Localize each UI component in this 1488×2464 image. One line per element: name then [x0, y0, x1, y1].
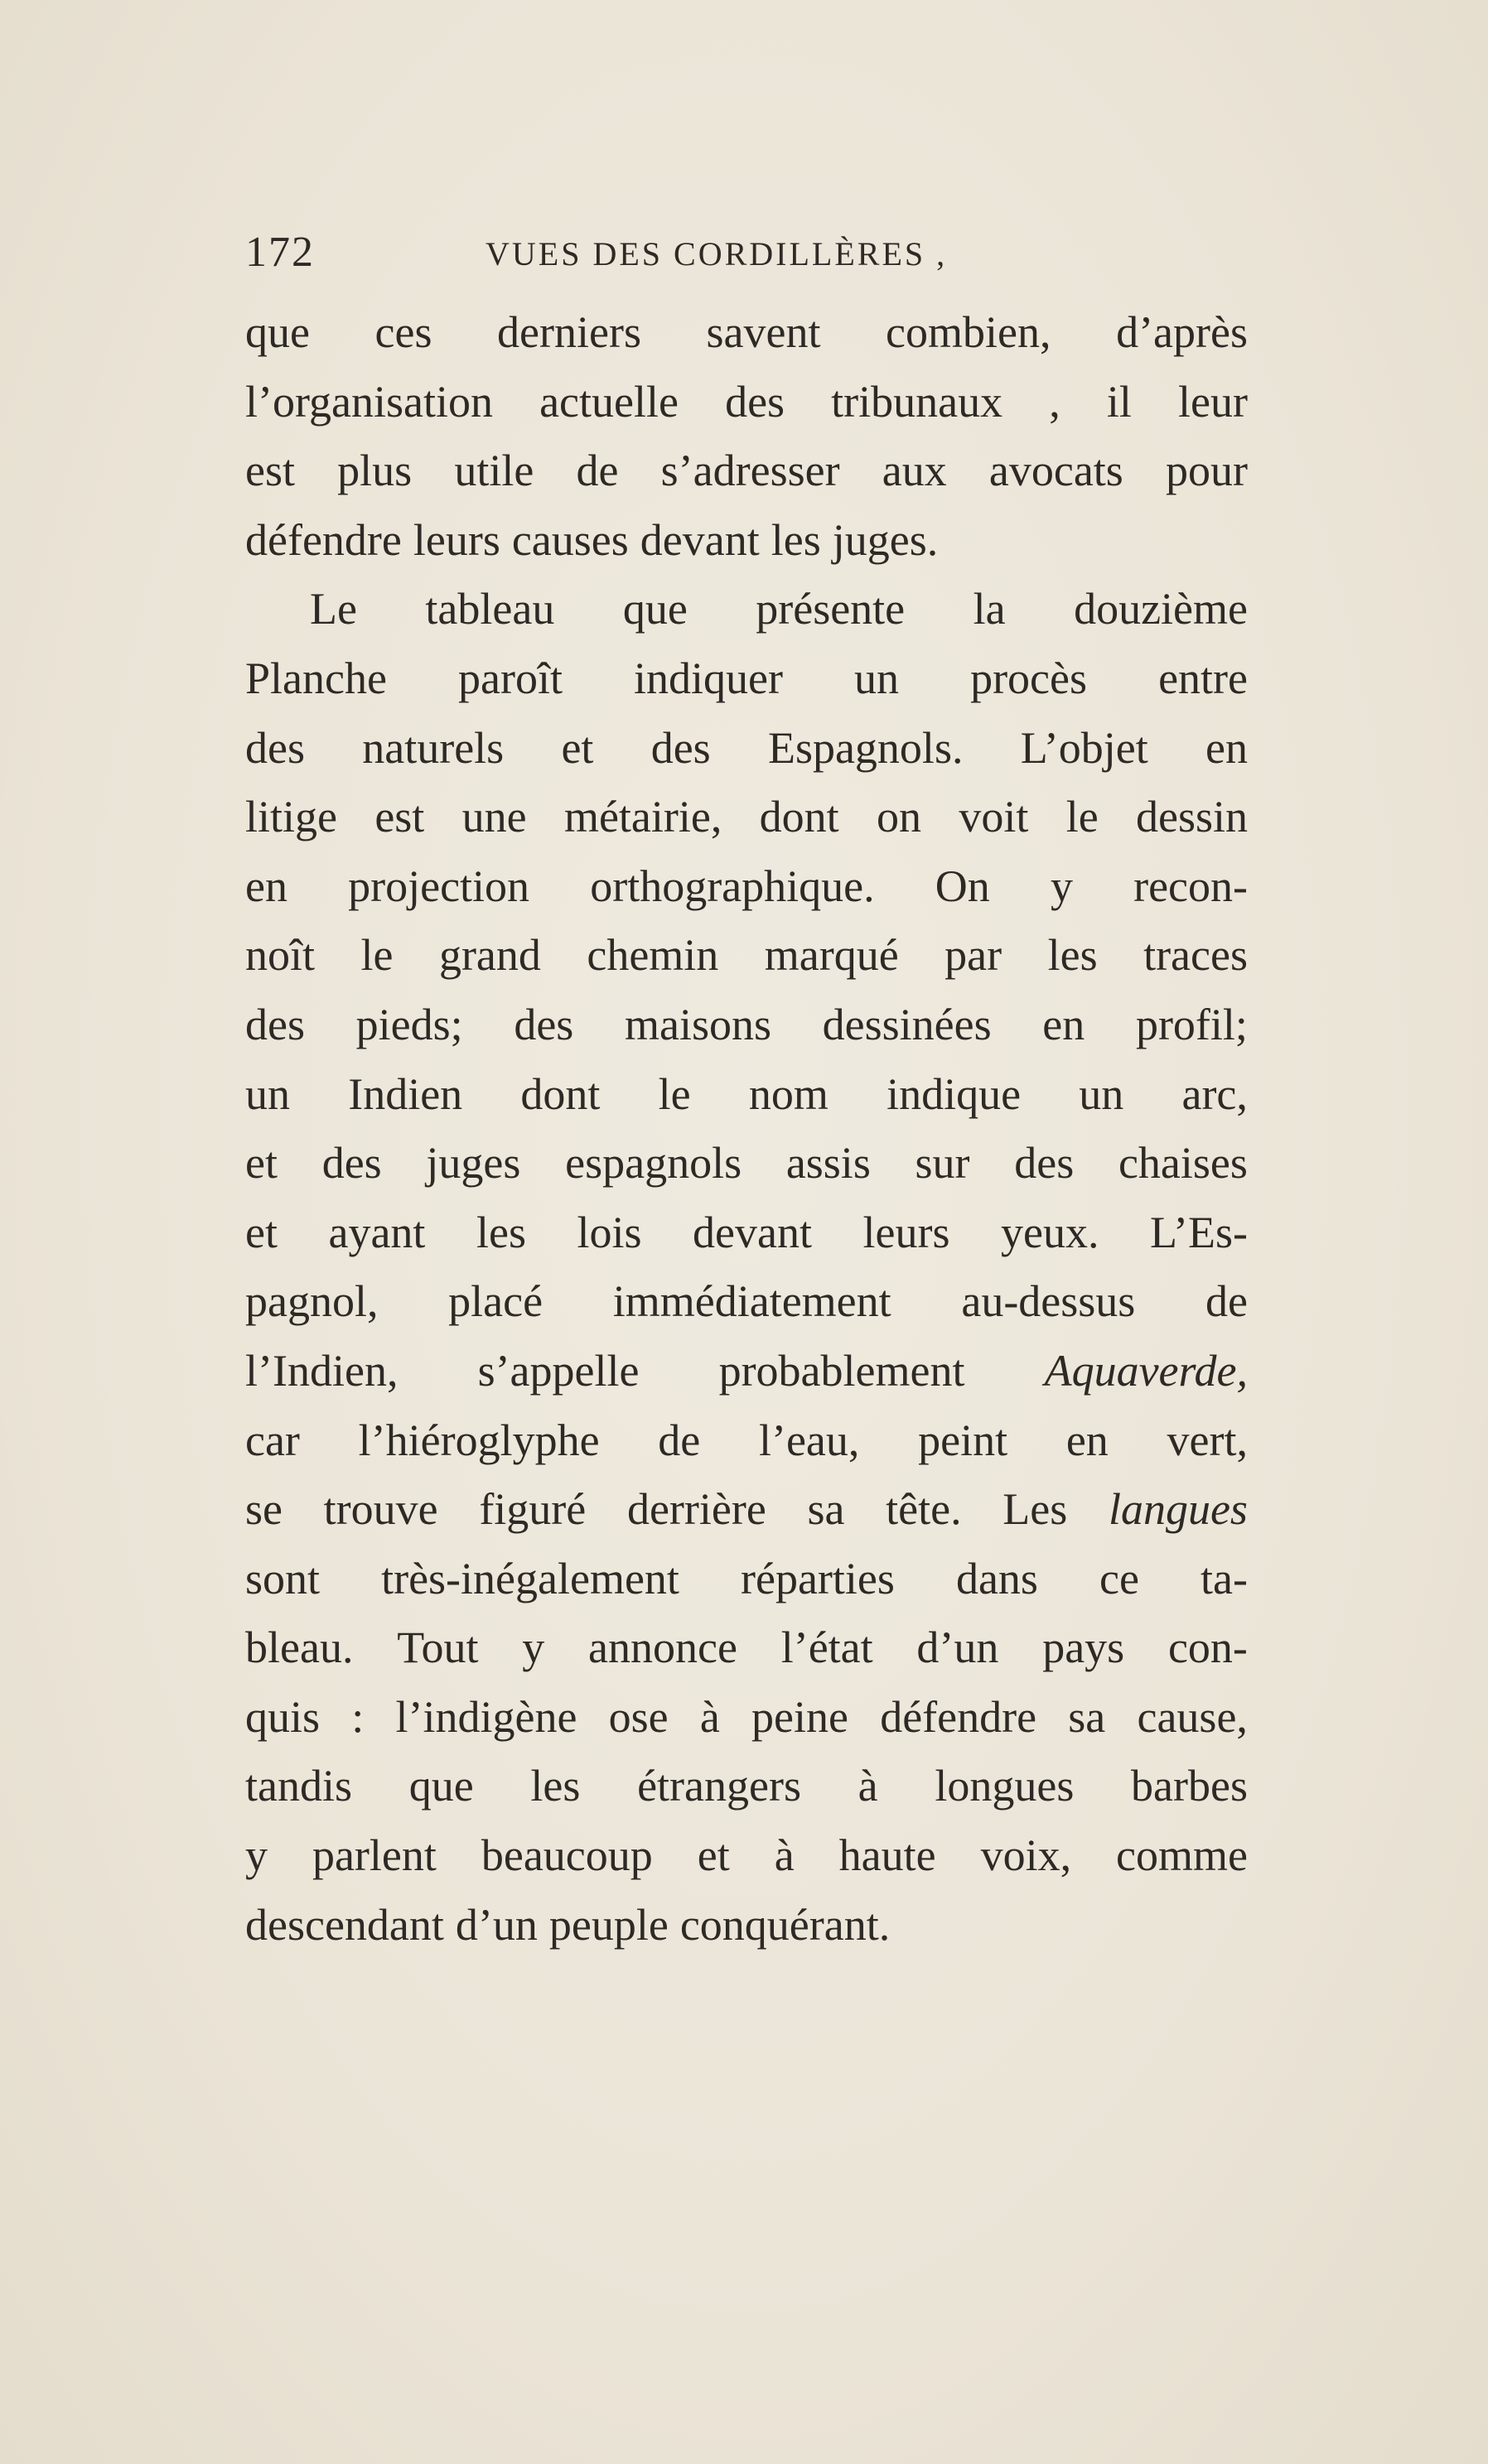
word: ayant: [328, 1207, 426, 1257]
text-line: [245, 1198, 1248, 1268]
word: défendre: [880, 1691, 1037, 1742]
word: conquérant.: [679, 1899, 891, 1950]
word: un: [1079, 1068, 1124, 1119]
word: naturels: [362, 722, 505, 773]
word: voix,: [980, 1830, 1072, 1881]
word: y: [245, 1830, 268, 1881]
word: placé: [448, 1276, 544, 1327]
word: Tout: [397, 1623, 479, 1673]
body-text: [245, 298, 1248, 1960]
text-line: [245, 1545, 1248, 1614]
text-line: [245, 1683, 1248, 1753]
word: s’adresser: [660, 446, 840, 496]
word: ce: [1099, 1553, 1139, 1603]
text-line: [245, 436, 1248, 506]
word: par: [944, 930, 1002, 981]
word: les: [771, 514, 821, 565]
word: ces: [374, 307, 432, 357]
text-line: [245, 644, 1248, 714]
word: utile: [454, 446, 534, 496]
running-head: VUES DES CORDILLÈRES ,: [486, 235, 948, 272]
page-number: 172: [245, 229, 315, 276]
word: en: [245, 861, 287, 911]
text-line: [245, 1613, 1248, 1683]
word: juges.: [832, 514, 939, 565]
word: est: [374, 792, 425, 842]
word: tandis: [245, 1761, 352, 1811]
word: comme: [1116, 1830, 1248, 1881]
word: marqué: [764, 930, 899, 981]
word: en: [1065, 1415, 1109, 1465]
word: ose: [608, 1691, 669, 1742]
word: avocats: [988, 446, 1123, 496]
word: l’hiéroglyphe: [358, 1415, 600, 1465]
word: plus: [337, 446, 413, 496]
text-line: [245, 1821, 1248, 1891]
word: peint: [918, 1415, 1008, 1465]
word: chaises: [1118, 1138, 1248, 1189]
word: une: [461, 792, 527, 842]
word: des: [245, 999, 305, 1049]
word: actuelle: [539, 376, 679, 427]
word: Indien: [348, 1068, 463, 1119]
word: que: [622, 584, 688, 634]
word: à: [858, 1761, 878, 1811]
word: langues: [1108, 1484, 1248, 1535]
word: bleau.: [245, 1623, 354, 1673]
word: pour: [1165, 446, 1248, 496]
word: haute: [838, 1830, 936, 1881]
word: Le: [310, 584, 357, 634]
word: trouve: [323, 1484, 438, 1535]
word: litige: [245, 792, 337, 842]
text-line: [245, 921, 1248, 991]
word: causes: [511, 514, 629, 565]
word: des: [1014, 1138, 1075, 1189]
text-line: [245, 1129, 1248, 1198]
word: Espagnols.: [767, 722, 964, 773]
word: dessinées: [822, 999, 992, 1049]
word: métairie,: [563, 792, 722, 842]
word: parlent: [312, 1830, 437, 1881]
word: à: [774, 1830, 795, 1881]
word: procès: [970, 653, 1088, 703]
word: en: [1042, 999, 1085, 1049]
word: Les: [1002, 1484, 1068, 1535]
word: derniers: [497, 307, 641, 357]
word: barbes: [1131, 1761, 1248, 1811]
word: :: [351, 1691, 365, 1742]
text-line: [245, 1060, 1248, 1130]
word: sa: [1068, 1691, 1106, 1742]
word: ta-: [1201, 1553, 1248, 1603]
word: et: [245, 1207, 278, 1257]
word: peuple: [548, 1899, 669, 1950]
text-line: [245, 714, 1248, 784]
word: que: [408, 1761, 474, 1811]
word: beaucoup: [481, 1830, 653, 1881]
word: nom: [748, 1068, 829, 1119]
word: cause,: [1137, 1691, 1248, 1742]
word: grand: [438, 930, 541, 981]
word: pays: [1042, 1623, 1125, 1673]
text-line: [245, 1406, 1248, 1476]
word: On: [935, 861, 990, 911]
word: figuré: [479, 1484, 587, 1535]
word: arc,: [1181, 1068, 1248, 1119]
word: quis: [245, 1691, 321, 1742]
text-line: [245, 1475, 1248, 1545]
word: douzième: [1074, 584, 1248, 634]
word: voit: [959, 792, 1029, 842]
word: indiquer: [634, 653, 783, 703]
word: paroît: [458, 653, 563, 703]
word: pagnol,: [245, 1276, 379, 1327]
word: dans: [955, 1553, 1038, 1603]
word: étrangers: [637, 1761, 801, 1811]
word: tête.: [886, 1484, 962, 1535]
word: longues: [935, 1761, 1075, 1811]
word: les: [1047, 930, 1098, 981]
word: dessin: [1136, 792, 1248, 842]
word: à: [699, 1691, 720, 1742]
word: des: [321, 1138, 382, 1189]
word: leurs: [413, 514, 500, 565]
word: con-: [1167, 1623, 1248, 1673]
word: est: [245, 446, 295, 496]
word: devant: [640, 514, 760, 565]
word: leurs: [862, 1207, 950, 1257]
word: ,: [1049, 376, 1060, 427]
word: noît: [245, 930, 316, 981]
word: L’objet: [1020, 722, 1148, 773]
word: on: [877, 792, 922, 842]
word: orthographique.: [590, 861, 875, 911]
text-line: [245, 1337, 1248, 1406]
text-line: [245, 575, 1248, 644]
word: le: [360, 930, 394, 981]
word: le: [1065, 792, 1099, 842]
word: chemin: [587, 930, 719, 981]
word: leur: [1177, 376, 1248, 427]
text-line: [245, 1891, 1248, 1960]
word: se: [245, 1484, 283, 1535]
word: d’un: [455, 1899, 538, 1950]
word: annonce: [588, 1623, 737, 1673]
word: il: [1106, 376, 1132, 427]
word: sont: [245, 1553, 321, 1603]
word: des: [650, 722, 711, 773]
word: un: [245, 1068, 290, 1119]
word: maisons: [624, 999, 771, 1049]
word: et: [245, 1138, 278, 1189]
word: de: [576, 446, 619, 496]
text-line: [245, 1267, 1248, 1337]
word: combien,: [886, 307, 1051, 357]
word: peine: [751, 1691, 848, 1742]
word: défendre: [245, 514, 402, 565]
word: des: [514, 999, 574, 1049]
word: l’organisation: [245, 376, 493, 427]
word: d’un: [916, 1623, 999, 1673]
word: probablement: [718, 1345, 965, 1396]
word: sa: [807, 1484, 845, 1535]
word: savent: [706, 307, 821, 357]
word: tribunaux: [831, 376, 1003, 427]
word: de: [1205, 1276, 1248, 1327]
word: les: [530, 1761, 581, 1811]
word: de: [658, 1415, 701, 1465]
word: traces: [1143, 930, 1248, 981]
text-line: [245, 783, 1248, 852]
word: l’Indien,: [245, 1345, 399, 1396]
text-line: [245, 1752, 1248, 1821]
word: le: [658, 1068, 691, 1119]
word: pieds;: [355, 999, 463, 1049]
text-line: [245, 852, 1248, 922]
word: Planche: [245, 653, 387, 703]
word: assis: [785, 1138, 871, 1189]
word: profil;: [1135, 999, 1248, 1049]
text-line: [245, 506, 1248, 576]
word: des: [245, 722, 305, 773]
word: très-inégalement: [381, 1553, 679, 1603]
page-header: [245, 228, 1248, 286]
word: présente: [756, 584, 906, 634]
word: derrière: [626, 1484, 766, 1535]
word: au-dessus: [961, 1276, 1136, 1327]
word: L’Es-: [1149, 1207, 1248, 1257]
word: vert,: [1167, 1415, 1248, 1465]
word: un: [854, 653, 900, 703]
word: aux: [882, 446, 947, 496]
word: y: [1050, 861, 1073, 911]
word: indique: [887, 1068, 1022, 1119]
text-line: [245, 991, 1248, 1060]
word: la: [973, 584, 1006, 634]
word: yeux.: [1000, 1207, 1099, 1257]
word: l’eau,: [758, 1415, 860, 1465]
word: devant: [693, 1207, 812, 1257]
word: des: [725, 376, 785, 427]
word: entre: [1158, 653, 1248, 703]
word: tableau: [425, 584, 555, 634]
word: juges: [426, 1138, 521, 1189]
word: s’appelle: [477, 1345, 640, 1396]
word: sur: [915, 1138, 970, 1189]
word: dont: [759, 792, 839, 842]
text-line: [245, 368, 1248, 437]
word: dont: [520, 1068, 601, 1119]
word: Aquaverde,: [1044, 1345, 1248, 1396]
word: y: [522, 1623, 545, 1673]
word: en: [1205, 722, 1248, 773]
word: l’état: [780, 1623, 873, 1673]
word: immédiatement: [612, 1276, 891, 1327]
word: et: [697, 1830, 730, 1881]
word: espagnols: [565, 1138, 742, 1189]
word: recon-: [1133, 861, 1248, 911]
word: descendant: [245, 1899, 444, 1950]
word: d’après: [1116, 307, 1248, 357]
word: réparties: [741, 1553, 895, 1603]
word: l’indigène: [395, 1691, 577, 1742]
word: projection: [348, 861, 530, 911]
word: les: [476, 1207, 526, 1257]
word: car: [245, 1415, 300, 1465]
word: lois: [577, 1207, 642, 1257]
word: et: [561, 722, 594, 773]
word: que: [245, 307, 310, 357]
text-line: [245, 298, 1248, 368]
